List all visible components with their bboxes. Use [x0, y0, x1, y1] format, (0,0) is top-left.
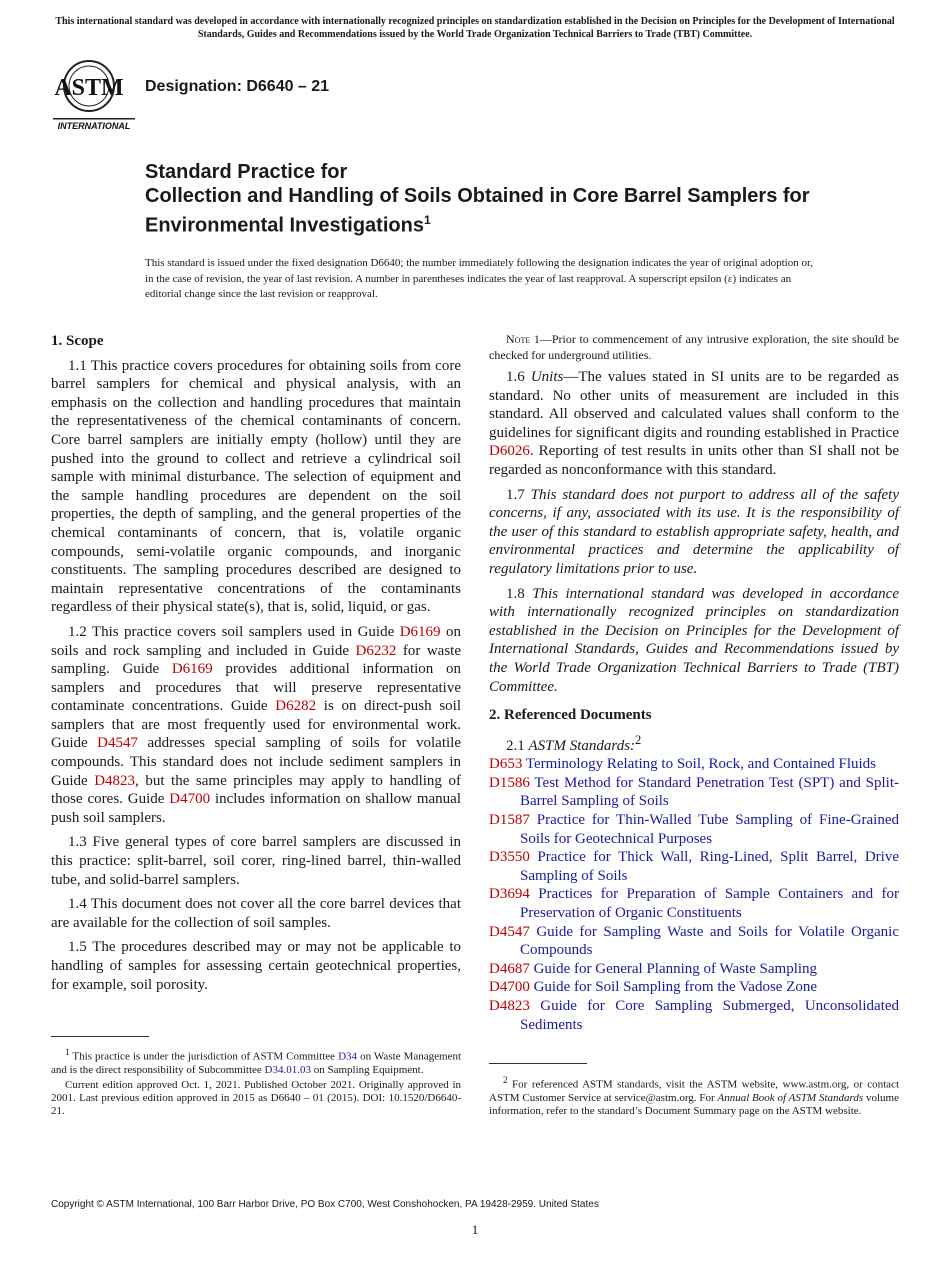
para-1-8: 1.8 This international standard was developed in accordance with internationally recognized principles on standardization established in the Decision on Principles for the Development of International Standards, Guides and Recommendations issued by the World Trade Organization Technical Barriers to Trade (TBT) Committee. [489, 585, 899, 695]
link-d34[interactable]: D34 [338, 1050, 358, 1063]
reference-code-link[interactable]: D4687 [489, 960, 530, 977]
para-1-4: 1.4 This document does not cover all the core barrel devices that are available for the collection of soil samples. [51, 896, 461, 931]
astm-standards-label: 2.1 ASTM Standards:$^2$ [506, 732, 642, 754]
para-1-2: 1.2 This practice covers soil samplers used in Guide D6169 on soils and rock sampling and included in Guide D6232 for waste sampling. Guide D6169 provides additional information on samplers and procedures that will preserve representative contaminate concentrations. Guide D6282 is on direct-push soil samplers that are most frequently used for environmental work. Guide D4547 addresses special sampling of soils for volatile compounds. This standard does not include sediment samplers in Guide D4823, but the same principles may apply to handling of those cores. Guide D4700 includes information on shallow manual push soil samplers. [51, 623, 462, 826]
reference-title-link[interactable]: Practice for Thin-Walled Tube Sampling of Fine-Grained Soils for Geotechnical Purposes [520, 812, 899, 847]
reference-item [489, 774, 899, 811]
page-number: 1 [471, 1222, 479, 1237]
title-line-1: Standard Practice for [145, 161, 348, 183]
footnote-1-edition: Current edition approved Oct. 1, 2021. Published October 2021. Originally approved in 2001. Last previous edition approved in 2015 as D6640 – 01 (2015). DOI: 10.1520/D6640-21. [51, 1079, 461, 1118]
reference-title-link[interactable]: Guide for Core Sampling Submerged, Unconsolidated Sediments [520, 998, 899, 1033]
link-d6026[interactable]: D6026 [489, 443, 530, 460]
reference-item [489, 811, 899, 848]
footnote-2: $^2$ For referenced ASTM standards, visit the ASTM website, www.astm.org, or contact ASTM Customer Service at service@astm.org. For Annual Book of ASTM Standards volume information, refer to the standard’s Document Summary page on the ASTM website. [489, 1075, 899, 1118]
link-d6282[interactable]: D6282 [275, 698, 317, 715]
reference-title-link[interactable]: Guide for General Planning of Waste Sampling [533, 960, 818, 977]
reference-code-link[interactable]: D3694 [489, 886, 530, 903]
reference-item [489, 997, 899, 1034]
reference-code-link[interactable]: D653 [489, 756, 523, 773]
title-footnote-mark: 1 [423, 213, 431, 227]
reference-code-link[interactable]: D1586 [489, 774, 530, 791]
para-1-1: 1.1 This practice covers procedures for obtaining soils from core barrel samplers for chemical and physical analysis, with an emphasis on the collection and handling procedures that maintain the representativeness of the chemical contaminants of concern. Core barrel samplers are initially empty (hollow) until they are pushed into the ground to collect and retrieve a cylindrical soil sample with minimal disturbance. The selection of equipment and the sample handling procedures are dependent on the soil properties, the depth of sampling, and the general properties of the chemical contaminants of concern, that is, volatile organic compounds, semi-volatile organic compounds, and inorganic constituents. The sampling procedures described are designed to maintain representative concentrations of the contaminants regardless of their physical state(s), that is, solid, liquid, or gas. [51, 357, 461, 616]
designation: Designation: D6640 – 21 [145, 78, 330, 95]
link-d34-01-03[interactable]: D34.01.03 [264, 1063, 311, 1076]
astm-logo [53, 58, 135, 132]
footnote-rule-right [489, 1063, 587, 1064]
issuance-statement: This standard is issued under the fixed designation D6640; the number immediately following the designation indicates the year of original adoption or, in the case of revision, the year of last revision. A number in parentheses indicates the year of last reapproval. A superscript epsilon (ε) indicates an editorial change since the last revision or reapproval. [145, 257, 813, 300]
reference-title-link[interactable]: Terminology Relating to Soil, Rock, and Contained Fluids [525, 756, 877, 773]
reference-code-link[interactable]: D3550 [489, 849, 530, 866]
link-d4547[interactable]: D4547 [97, 735, 138, 752]
reference-item [489, 885, 899, 922]
reference-code-link[interactable]: D4700 [489, 979, 530, 996]
reference-code-link[interactable]: D4547 [489, 923, 530, 940]
note-1: Note 1—Prior to commencement of any intrusive exploration, the site should be checked for underground utilities. [489, 332, 900, 362]
reference-title-link[interactable]: Test Method for Standard Penetration Test (SPT) and Split-Barrel Sampling of Soils [520, 774, 900, 810]
reference-item [489, 755, 899, 774]
para-1-6: 1.6 Units—The values stated in SI units are to be regarded as standard. No other units of measurement are included in this standard. All observed and calculated values shall conform to the guidelines for significant digits and rounding established in Practice D6026. Reporting of test results in units other than SI shall not be regarded as nonconformance with this standard. [489, 369, 899, 478]
reference-list [489, 755, 899, 1034]
document-title [145, 160, 865, 238]
right-column [489, 332, 899, 1034]
referenced-heading: 2. Referenced Documents [489, 707, 652, 724]
link-d6232[interactable]: D6232 [355, 642, 397, 659]
copyright: Copyright © ASTM International, 100 Barr Harbor Drive, PO Box C700, West Conshohocken, PA 19428-2959. United States [51, 1199, 599, 1210]
left-column [51, 332, 461, 1000]
svg-text:INTERNATIONAL: INTERNATIONAL [57, 121, 131, 131]
reference-code-link[interactable]: D4823 [489, 998, 530, 1014]
reference-item [489, 848, 899, 885]
footnote-1: $^1$ This practice is under the jurisdiction of ASTM Committee D34 on Waste Management and is the direct responsibility of Subcommittee D34.01.03 on Sampling Equipment. Current edition approved Oct. 1, 2021. Published October 2021. Originally approved in 2001. Last previous edition approved in 2015 as D6640 – 01 (2015). DOI: 10.1520/D6640-21. [51, 1047, 461, 1118]
reference-item [489, 960, 899, 979]
footnote-rule-left [51, 1036, 149, 1037]
reference-code-link[interactable]: D1587 [489, 812, 530, 829]
reference-title-link[interactable]: Guide for Soil Sampling from the Vadose Zone [533, 979, 818, 996]
para-1-3: 1.3 Five general types of core barrel samplers are discussed in this practice: split-barrel, soil corer, ring-lined barrel, thin-walled tube, and solid-barrel samplers. [51, 834, 461, 888]
link-d6169-2[interactable]: D6169 [171, 661, 213, 678]
link-d4823[interactable]: D4823 [94, 772, 136, 789]
reference-title-link[interactable]: Practice for Thick Wall, Ring-Lined, Split Barrel, Drive Sampling of Soils [520, 849, 899, 884]
title-line-2: Collection and Handling of Soils Obtained in Core Barrel Samplers for Environmental Investigations$^1$ [145, 185, 810, 237]
reference-title-link[interactable]: Guide for Sampling Waste and Soils for Volatile Organic Compounds [520, 923, 899, 959]
link-d4700[interactable]: D4700 [169, 791, 211, 808]
reference-title-link[interactable]: Practices for Preparation of Sample Containers and for Preservation of Organic Constituents [520, 886, 899, 922]
top-notice: This international standard was developed in accordance with internationally recognized principles on standardization established in the Decision on Principles for the Development of International Standards, Guides and Recommendations issued by the World Trade Organization Technical Barriers to Trade (TBT) Committee. [55, 16, 895, 40]
para-1-7: 1.7 This standard does not purport to address all of the safety concerns, if any, associated with its use. It is the responsibility of the user of this standard to establish appropriate safety, health, and environmental practices and determine the applicability of regulatory limitations prior to use. [489, 486, 900, 577]
reference-item [489, 923, 899, 960]
link-d6169[interactable]: D6169 [399, 623, 441, 640]
para-1-5: 1.5 The procedures described may or may not be applicable to handling of samples for assessing certain geotechnical properties, for example, soil porosity. [51, 939, 461, 993]
svg-text:ASTM: ASTM [54, 75, 124, 101]
reference-item [489, 978, 899, 997]
scope-heading: 1. Scope [51, 333, 104, 349]
